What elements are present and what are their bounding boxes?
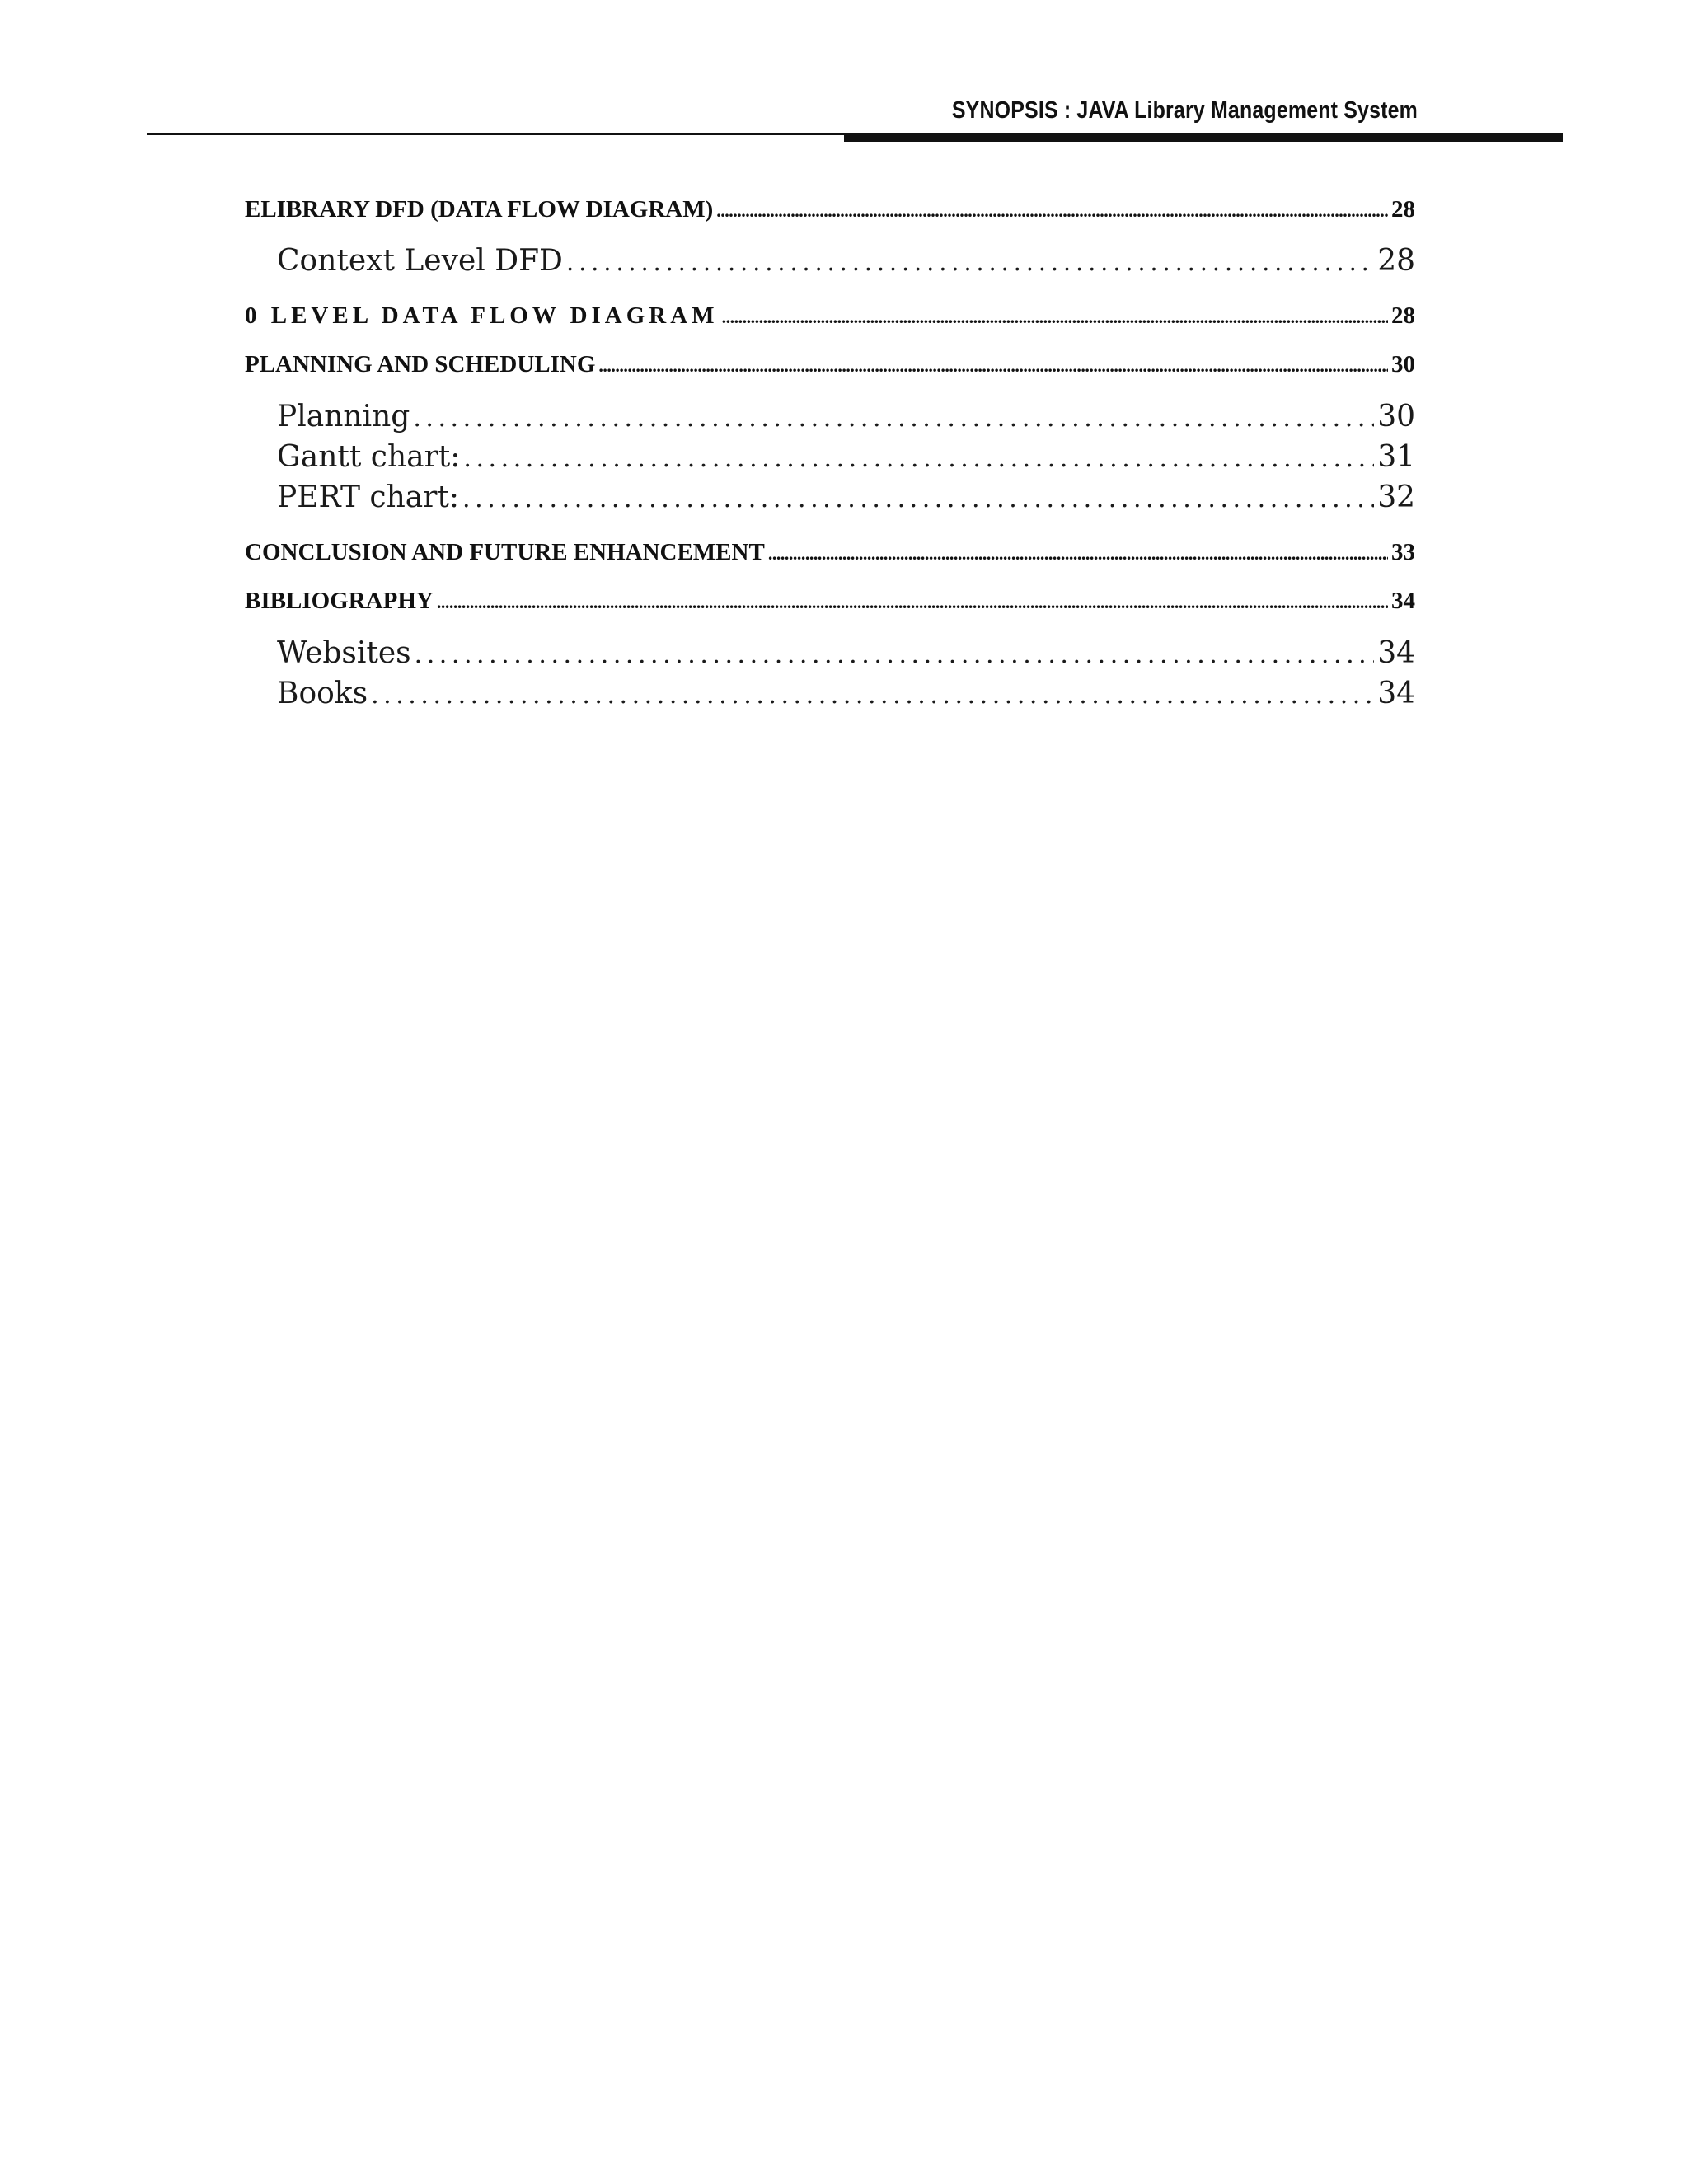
- toc-page-number: 30: [1391, 351, 1415, 377]
- toc-page-number: 32: [1377, 480, 1415, 514]
- toc-entry-elibrary-dfd[interactable]: [245, 196, 1415, 229]
- toc-page-number: 31: [1377, 440, 1415, 474]
- toc-entry-title: ELIBRARY DFD (DATA FLOW DIAGRAM): [245, 196, 714, 223]
- toc-entry-planning-and-scheduling[interactable]: [245, 351, 1415, 384]
- toc-leader: [566, 244, 1374, 278]
- toc-leader: [413, 400, 1374, 434]
- toc-entry-title: Context Level DFD: [277, 244, 563, 278]
- toc-entry-conclusion[interactable]: [245, 539, 1415, 572]
- toc-entry-context-level-dfd[interactable]: [277, 244, 1415, 285]
- toc-page-number: 34: [1377, 636, 1415, 670]
- toc-page-number: 28: [1391, 196, 1415, 223]
- toc-leader: [371, 677, 1374, 710]
- running-header-title: SYNOPSIS : JAVA Library Management System: [951, 97, 1418, 124]
- toc-entry-gantt-chart[interactable]: [277, 440, 1415, 481]
- toc-leader: [437, 588, 1388, 615]
- toc-entry-title: Books: [277, 677, 368, 710]
- toc-entry-title: PERT chart:: [277, 480, 460, 514]
- toc-entry-pert-chart[interactable]: [277, 480, 1415, 522]
- toc-entry-title: Gantt chart:: [277, 440, 461, 474]
- toc-entry-title: Planning: [277, 400, 410, 434]
- toc-entry-title: Websites: [277, 636, 411, 670]
- toc-entry-title: PLANNING AND SCHEDULING: [245, 351, 596, 377]
- toc-leader: [462, 480, 1374, 514]
- toc-entry-websites[interactable]: [277, 636, 1415, 677]
- toc-leader: [722, 302, 1388, 330]
- toc-entry-0-level-dfd[interactable]: [245, 302, 1415, 335]
- toc-page-number: 34: [1391, 588, 1415, 614]
- toc-leader: [463, 440, 1374, 474]
- toc-leader: [415, 636, 1375, 670]
- toc-entry-title: CONCLUSION AND FUTURE ENHANCEMENT: [245, 539, 765, 565]
- toc-leader: [598, 351, 1388, 378]
- toc-page-number: 28: [1377, 244, 1415, 278]
- toc-entry-title: 0 LEVEL DATA FLOW DIAGRAM: [245, 302, 719, 329]
- toc-entry-planning[interactable]: [277, 400, 1415, 441]
- toc-page-number: 33: [1391, 539, 1415, 565]
- toc-entry-books[interactable]: [277, 677, 1415, 718]
- toc-page-number: 30: [1377, 400, 1415, 434]
- toc-leader: [716, 196, 1388, 223]
- toc-page-number: 34: [1377, 677, 1415, 710]
- toc-leader: [768, 539, 1388, 566]
- toc-entry-bibliography[interactable]: [245, 588, 1415, 621]
- toc-entry-title: BIBLIOGRAPHY: [245, 588, 434, 614]
- toc-page-number: 28: [1391, 302, 1415, 329]
